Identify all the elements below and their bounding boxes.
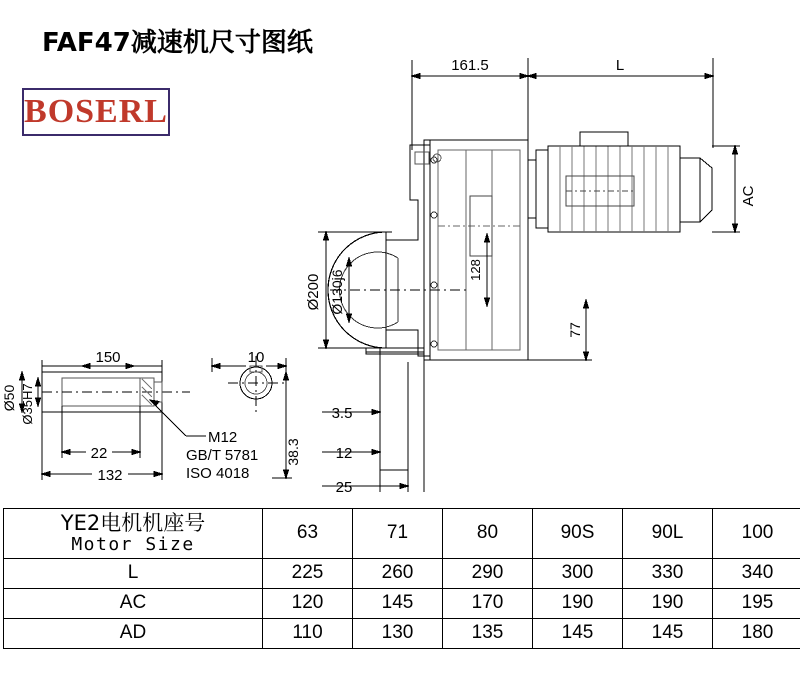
cell-ad-71: 130 xyxy=(353,618,443,648)
cell-ac-71: 145 xyxy=(353,588,443,618)
cell-ad-80: 135 xyxy=(443,618,533,648)
header-size-80: 80 xyxy=(443,509,533,559)
dim-161-5: 161.5 xyxy=(451,57,489,74)
header-size-100: 100 xyxy=(713,509,800,559)
dim-77: 77 xyxy=(567,322,583,338)
cell-ad-100: 180 xyxy=(713,618,800,648)
row-label-ac: AC xyxy=(4,588,263,618)
table-row xyxy=(4,618,800,648)
dim-25: 25 xyxy=(335,479,353,496)
dim-38-3: 38.3 xyxy=(285,438,301,466)
cell-ac-80: 170 xyxy=(443,588,533,618)
header-size-90l: 90L xyxy=(623,509,713,559)
cell-ad-90s: 145 xyxy=(533,618,623,648)
cell-ad-90l: 145 xyxy=(623,618,713,648)
cell-l-90s: 300 xyxy=(533,558,623,588)
cell-l-71: 260 xyxy=(353,558,443,588)
row-label-l: L xyxy=(4,558,263,588)
thread-label-gbt: GB/T 5781 xyxy=(186,447,259,464)
header-size-63: 63 xyxy=(263,509,353,559)
table-row xyxy=(4,588,800,618)
spec-table xyxy=(3,508,800,649)
dim-3-5: 3.5 xyxy=(331,405,353,422)
dim-12: 12 xyxy=(335,445,353,462)
cell-ac-90s: 190 xyxy=(533,588,623,618)
header-size-71: 71 xyxy=(353,509,443,559)
dim-dia-130: Ø130j6 xyxy=(329,269,345,315)
dim-132: 132 xyxy=(97,467,123,484)
table-row-header xyxy=(4,509,800,559)
cell-l-63: 225 xyxy=(263,558,353,588)
dim-dia-50: Ø50 xyxy=(1,384,17,412)
cell-l-100: 340 xyxy=(713,558,800,588)
dim-22: 22 xyxy=(90,445,108,462)
row-label-ad: AD xyxy=(4,618,263,648)
dim-150: 150 xyxy=(95,349,121,366)
thread-label-m12: M12 xyxy=(208,429,238,446)
cell-l-90l: 330 xyxy=(623,558,713,588)
cell-ad-63: 110 xyxy=(263,618,353,648)
logo-text: BOSERL xyxy=(24,93,168,130)
dim-dia-35: Ø35H7 xyxy=(20,383,35,425)
page-title: FAF47减速机尺寸图纸 xyxy=(42,28,313,58)
dim-dia-200: Ø200 xyxy=(305,273,322,311)
cell-ac-90l: 190 xyxy=(623,588,713,618)
cell-ac-63: 120 xyxy=(263,588,353,618)
cell-l-80: 290 xyxy=(443,558,533,588)
table-row xyxy=(4,558,800,588)
cell-ac-100: 195 xyxy=(713,588,800,618)
header-motor-size-cell xyxy=(4,509,263,559)
thread-label-iso: ISO 4018 xyxy=(186,465,250,482)
header-size-90s: 90S xyxy=(533,509,623,559)
dim-AC: AC xyxy=(740,185,757,207)
header-motor-size-cn: YE2电机机座号 xyxy=(60,511,206,535)
dim-128: 128 xyxy=(468,259,483,281)
header-motor-size-en: Motor Size xyxy=(71,534,195,556)
dim-10: 10 xyxy=(247,349,265,366)
dim-L: L xyxy=(615,57,625,74)
